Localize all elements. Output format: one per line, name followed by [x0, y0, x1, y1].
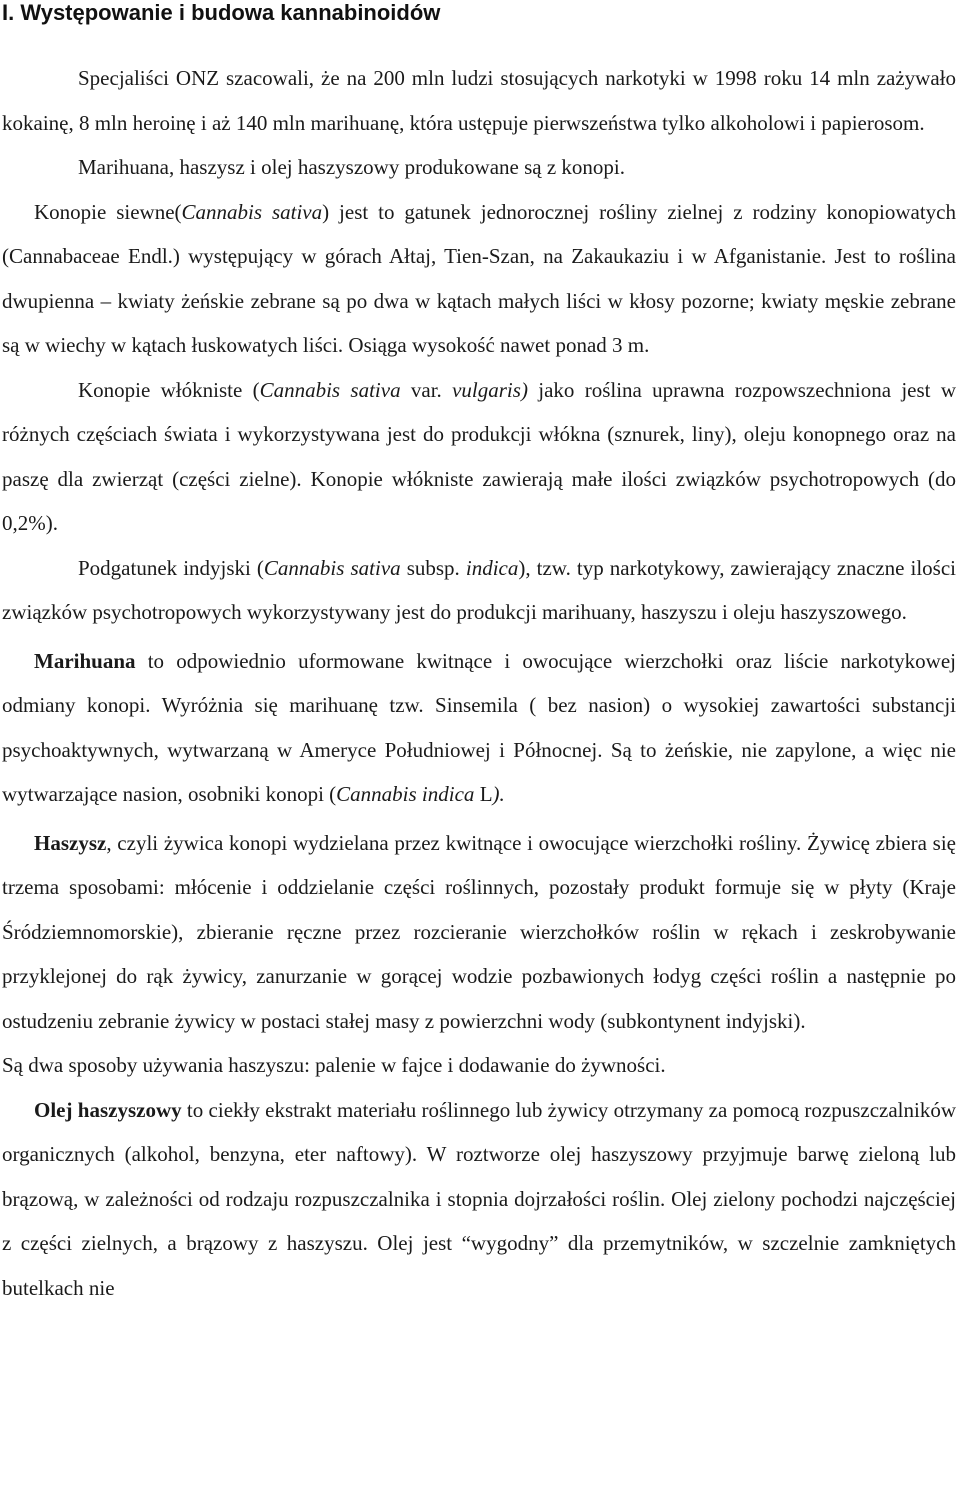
paragraph-un-statistics [2, 56, 956, 145]
paragraph-hemp-products [2, 145, 956, 190]
paragraph-text: Marihuana, haszysz i olej haszyszowy produkowane są z konopi. [78, 155, 626, 179]
variety-name: vulgaris) [452, 377, 528, 402]
paragraph-text: Są dwa sposoby używania haszyszu: palenie w fajce i dodawanie do żywności. [2, 1053, 666, 1077]
paragraph-fiber-hemp [2, 368, 956, 546]
paragraph-haszysz [2, 821, 956, 1044]
paragraph-marihuana [2, 639, 956, 817]
text-run: ) jest to gatunek jednorocznej rośliny zielnej z rodziny konopiowatych (Cannabaceae Endl.) występujący w górach Ałtaj, Tien-Szan, na Zakaukaziu i w Afganistanie. Jest to roślina dwupienna – kwiaty żeńskie zebrane są po dwa w kątach małych liści w kłosy pozorne; kwiaty męskie zebrane są w wiechy w kątach łuskowatych liści. Osiąga wysokość nawet ponad 3 m. [2, 199, 956, 357]
text-run: ), tzw. typ narkotykowy, zawierający znaczne ilości związków psychotropowych wykorzystywany jest do produkcji marihuany, haszyszu i oleju haszyszowego. [2, 555, 956, 624]
term-marihuana: Marihuana [34, 648, 136, 673]
text-run: , czyli żywica konopi wydzielana przez kwitnące i owocujące wierzchołki rośliny. Żywicę zbiera się trzema sposobami: młócenie i oddzielanie części roślinnych, pozostały produkt formuje się w płyty (Kraje Śródziemnomorskie), zbieranie ręczne przez rozcieranie wierzchołków roślin w rękach i zeskrobywanie przyklejonej do rąk żywicy, zanurzanie w gorącej wodzie pozbawionych łodyg części roślin a następnie po ostudzeniu zebranie żywicy w postaci stałej masy z powierzchni wody (subkontynent indyjski). [2, 830, 956, 1033]
text-run: Podgatunek indyjski ( [78, 555, 264, 580]
paragraph-olej-haszyszowy [2, 1088, 956, 1311]
species-name: Cannabis sativa [259, 377, 401, 402]
text-run: L [474, 782, 493, 806]
paragraph-indica-subspecies [2, 546, 956, 635]
section-heading: I. Występowanie i budowa kannabinoidów [2, 0, 441, 25]
paragraph-text: Specjaliści ONZ szacowali, że na 200 mln ludzi stosujących narkotyki w 1998 roku 14 mln zażywało kokainę, 8 mln heroinę i aż 140 mln marihuanę, która ustępuje pierwszeństwa tylko alkoholowi i papierosom. [2, 66, 956, 135]
term-haszysz: Haszysz [34, 830, 107, 855]
text-run: var. [400, 377, 453, 402]
text-run: to ciekły ekstrakt materiału roślinnego lub żywicy otrzymany za pomocą rozpuszczalników organicznych (alkohol, benzyna, eter naftowy). W roztworze olej haszyszowy przyjmuje barwę zieloną lub brązową, w zależności od rodzaju rozpuszczalnika i stopnia dojrzałości roślin. Olej zielony pochodzi najczęściej z części zielnych, a brązowy z haszyszu. Olej jest “wygodny” dla przemytników, w szczelnie zamkniętych butelkach nie [2, 1097, 956, 1300]
text-run: Konopie włókniste ( [78, 377, 260, 402]
subspecies-name: indica [465, 555, 519, 580]
species-name: Cannabis indica [336, 782, 475, 806]
text-run: jako roślina uprawna rozpowszechniona jest w różnych częściach świata i wykorzystywana jest do produkcji włókna (sznurek, liny), oleju konopnego oraz na paszę dla zwierząt (części zielne). Konopie włókniste zawierają małe ilości związków psychotropowych (do 0,2%). [2, 377, 956, 535]
species-name: Cannabis sativa [263, 555, 401, 580]
text-run: Konopie siewne( [34, 199, 182, 224]
text-run: subsp. [400, 555, 466, 580]
paragraph-cannabis-sativa [2, 190, 956, 368]
term-olej-haszyszowy: Olej haszyszowy [34, 1097, 182, 1122]
text-run: ). [492, 782, 505, 806]
text-run: to odpowiednio uformowane kwitnące i owocujące wierzchołki oraz liście narkotykowej odmiany konopi. Wyróżnia się marihuanę tzw. Sinsemila ( bez nasion) o wysokiej zawartości substancji psychoaktywnych, wytwarzaną w Ameryce Południowej i Północnej. Są to żeńskie, nie zapylone, a więc nie wytwarzające nasion, osobniki konopi ( [2, 648, 956, 806]
paragraph-hashish-usage [2, 1043, 956, 1088]
species-name: Cannabis sativa [181, 199, 323, 224]
